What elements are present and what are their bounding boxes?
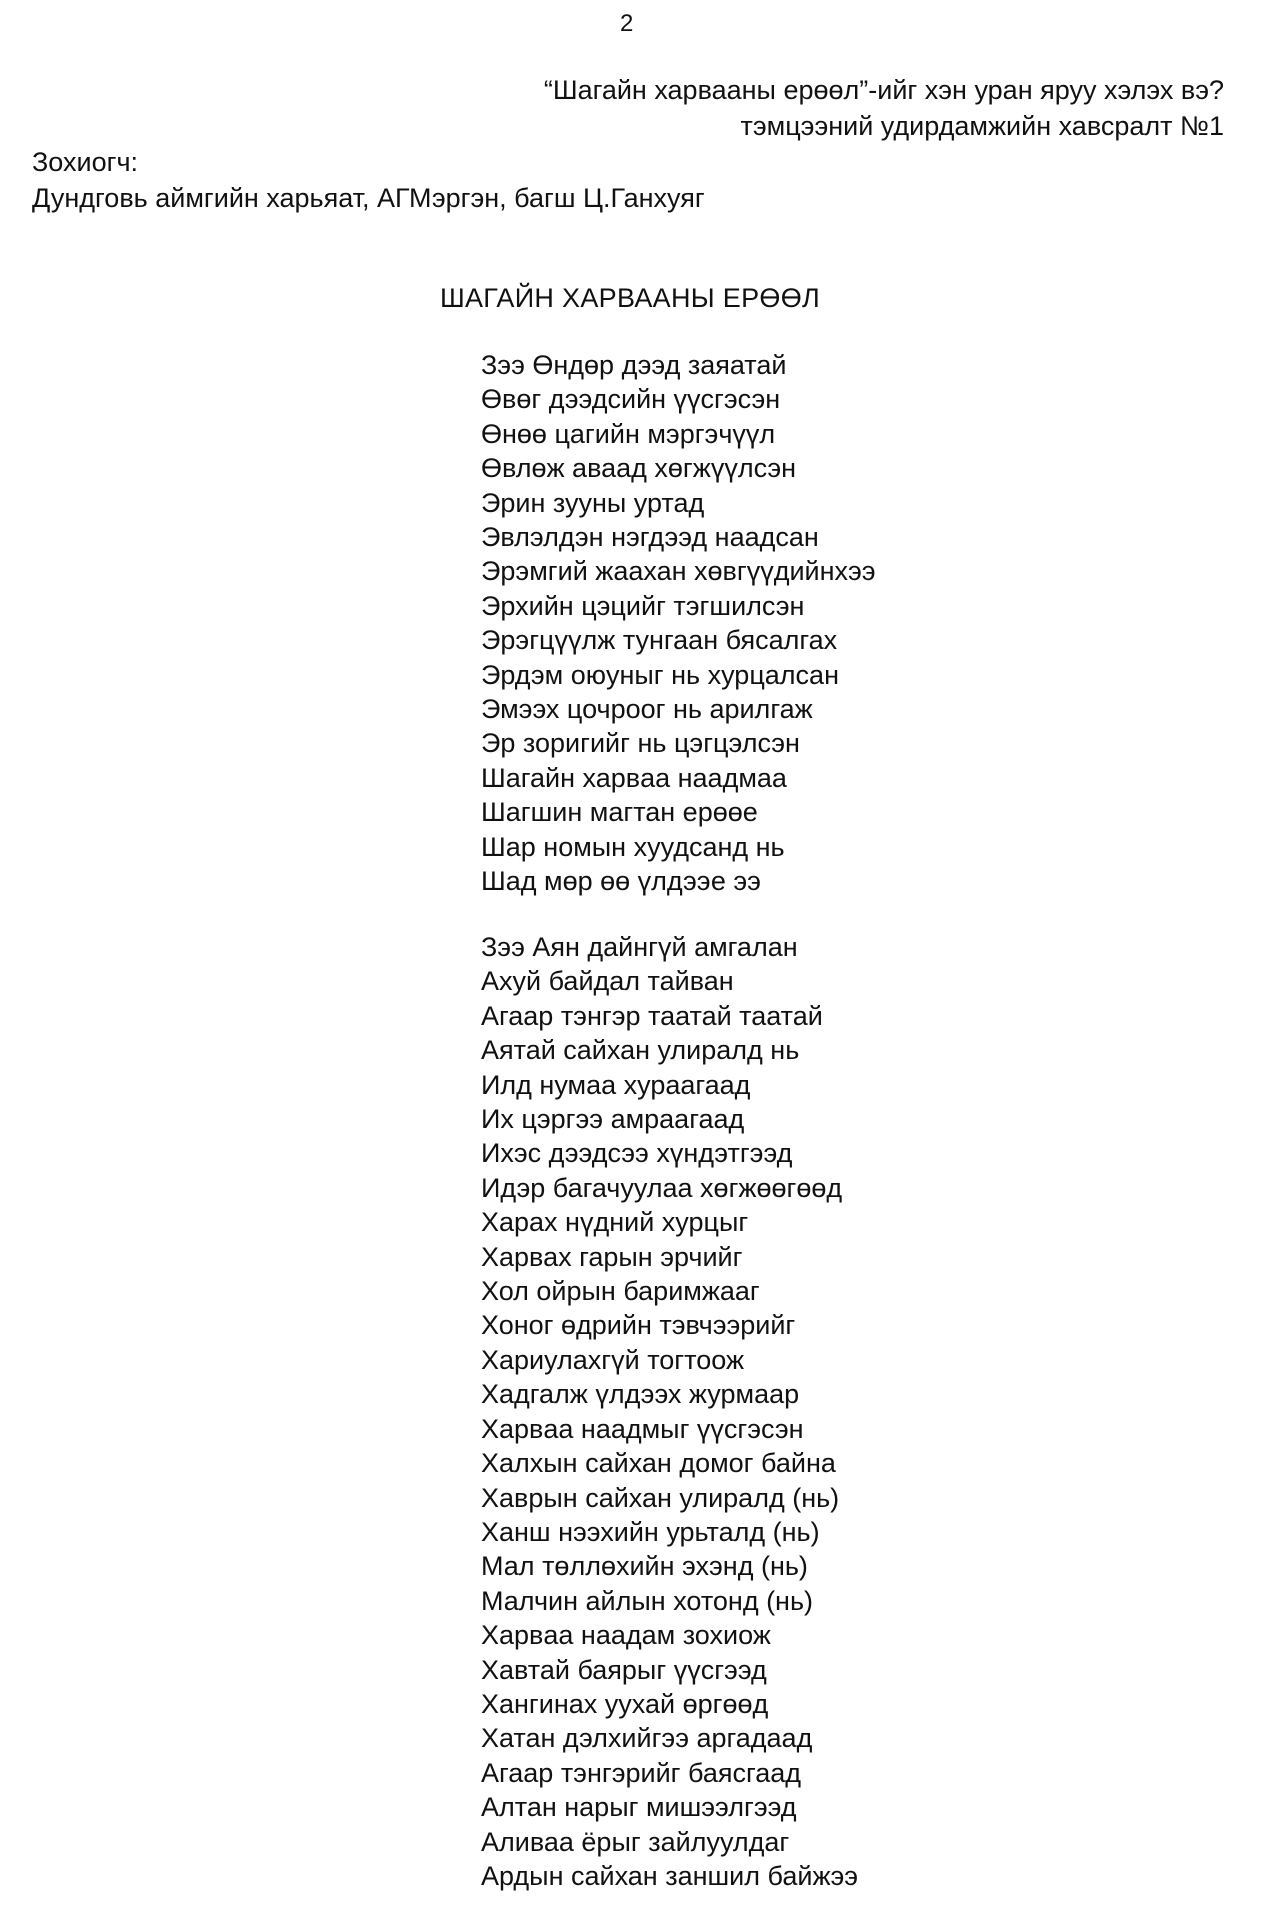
verse-line: Аливаа ёрыг зайлуулдаг [481, 1826, 790, 1857]
verse-line: Алтан нарыг мишээлгээд [481, 1792, 797, 1823]
verse-line: Аятай сайхан улиралд нь [481, 1035, 800, 1066]
verse-line: Харвaa наадмыг үүсгэсэн [481, 1413, 804, 1444]
verse-line: Хариулахгүй тогтоож [481, 1344, 745, 1375]
verse-line: Их цэргээ амраагаад [481, 1104, 745, 1135]
verse-line: Хангинах уухай өргөөд [481, 1688, 769, 1719]
verse-line: Ханш нээхийн урьталд (нь) [481, 1516, 820, 1547]
poem-stanza-1 [481, 348, 876, 899]
verse-line: Өнөө цагийн мэргэчүүл [481, 418, 776, 449]
verse-line: Зээ Аян дайнгүй амгалан [481, 932, 798, 962]
verse-line: Илд нумаа хураагаад [481, 1069, 751, 1100]
verse-line: Эрхийн цэцийг тэгшилсэн [481, 590, 805, 621]
verse-line: Харвaa наадам зохиож [481, 1620, 771, 1651]
verse-line: Эвлэлдэн нэгдээд наадсан [481, 522, 819, 553]
verse-line: Хоног өдрийн тэвчээрийг [481, 1310, 796, 1341]
verse-line: Идэр багачуулаа хөгжөөгөөд [481, 1172, 843, 1203]
verse-line: Эрэгцүүлж тунгаан бясалгах [481, 625, 838, 656]
header-subtitle-line: тэмцээний удирдамжийн хавсралт №1 [740, 111, 1224, 141]
verse-line: Хатан дэлхийгээ аргадаад [481, 1723, 813, 1754]
verse-line: Эрэмгий жаахан хөвгүүдийнхээ [481, 556, 876, 587]
verse-line: Мал төллөхийн эхэнд (нь) [481, 1551, 808, 1582]
author-label: Зохиогч: [32, 147, 139, 177]
verse-line: Харах нүдний хурцыг [481, 1207, 749, 1238]
page-number: 2 [620, 10, 634, 37]
verse-line: Шар номын хуудсанд нь [481, 831, 785, 862]
verse-line: Эр зоригийг нь цэгцэлсэн [481, 728, 800, 759]
verse-line: Хавтай баярыг үүсгээд [481, 1654, 767, 1685]
verse-line: Ардын сайхан заншил байжээ [481, 1860, 859, 1891]
verse-line: Өвлөж аваад хөгжүүлсэн [481, 453, 797, 484]
verse-line: Шагайн харвaa наадмаа [481, 762, 787, 793]
verse-line: Эрдэм оюуныг нь хурцалсан [481, 659, 839, 690]
verse-line: Өвөг дээдсийн үүсгэсэн [481, 384, 781, 415]
verse-line: Агаар тэнгэр таатай таатай [481, 1000, 823, 1031]
poem-stanza-2 [481, 930, 858, 1893]
verse-line: Халхын сайхан домог байна [481, 1448, 836, 1479]
verse-line: Эмээх цочроог нь арилгаж [481, 694, 813, 725]
verse-line: Агаар тэнгэрийг баясгаад [481, 1757, 802, 1788]
verse-line: Хаврын сайхан улиралд (нь) [481, 1482, 840, 1513]
author-name: Дундговь аймгийн харьяат, АГМэргэн, багш Ц.Ганхуяг [32, 183, 705, 213]
poem-title: ШАГАЙН ХАРВААНЫ ЕРӨӨЛ [439, 283, 821, 313]
author-block [32, 144, 705, 216]
verse-line: Малчин айлын хотонд (нь) [481, 1585, 814, 1616]
verse-line: Ихэс дээдсээ хүндэтгээд [481, 1138, 793, 1169]
verse-line: Ахуй байдал тайван [481, 966, 734, 997]
verse-line: Шагшин магтан ерөөе [481, 797, 758, 828]
verse-line: Хол ойрын баримжааг [481, 1276, 760, 1307]
verse-line: Зээ Өндөр дээд заяатай [481, 350, 787, 380]
document-header [544, 72, 1224, 144]
verse-line: Харвах гарын эрчийг [481, 1241, 743, 1272]
header-title-line: “Шагайн харвааны ерөөл”-ийг хэн уран яруу хэлэх вэ? [543, 75, 1224, 105]
verse-line: Шад мөр өө үлдээе ээ [481, 866, 761, 897]
verse-line: Хадгалж үлдээх журмаар [481, 1379, 800, 1410]
verse-line: Эрин зууны уртад [481, 487, 705, 518]
